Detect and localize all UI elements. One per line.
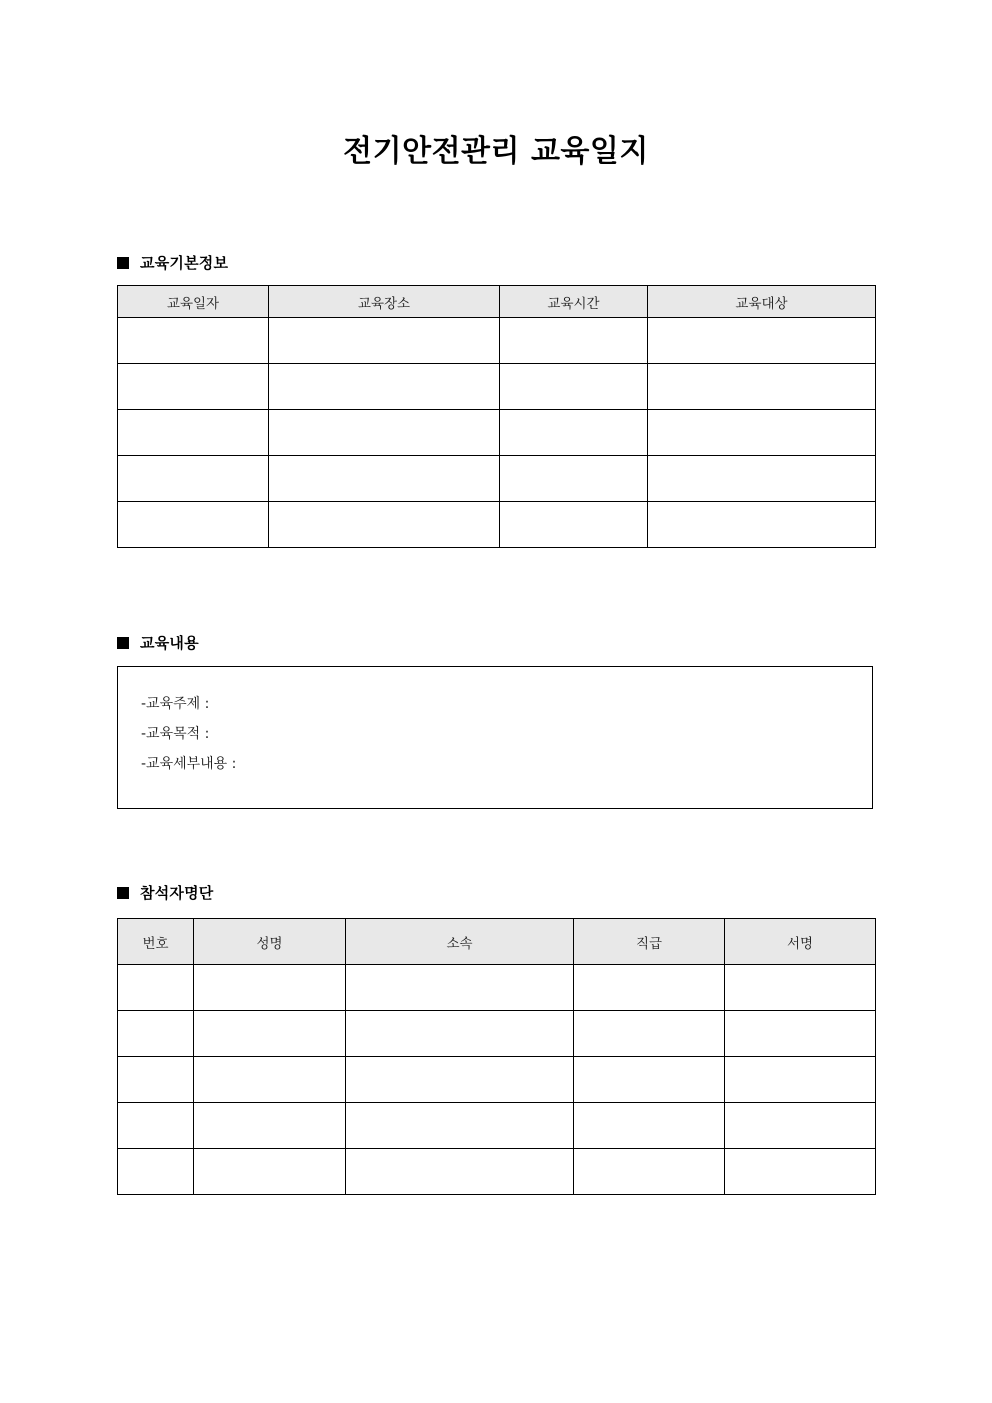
cell-education-target[interactable] bbox=[648, 456, 876, 502]
column-header-signature: 서명 bbox=[725, 919, 876, 965]
cell-signature[interactable] bbox=[725, 965, 876, 1011]
page-title: 전기안전관리 교육일지 bbox=[343, 134, 649, 169]
cell-department[interactable] bbox=[346, 965, 574, 1011]
section-heading-education-content-label: 교육내용 bbox=[140, 634, 199, 652]
cell-signature[interactable] bbox=[725, 1011, 876, 1057]
cell-number[interactable] bbox=[118, 1149, 194, 1195]
attendees-table bbox=[117, 918, 876, 1195]
cell-name[interactable] bbox=[194, 1103, 346, 1149]
cell-number[interactable] bbox=[118, 1103, 194, 1149]
table-row bbox=[118, 410, 876, 456]
cell-number[interactable] bbox=[118, 1011, 194, 1057]
cell-position[interactable] bbox=[574, 1011, 725, 1057]
cell-education-place[interactable] bbox=[269, 410, 500, 456]
cell-position[interactable] bbox=[574, 1103, 725, 1149]
cell-education-time[interactable] bbox=[500, 318, 648, 364]
education-details-line: -교육세부내용 : bbox=[141, 756, 237, 772]
cell-education-date[interactable] bbox=[118, 364, 269, 410]
cell-position[interactable] bbox=[574, 965, 725, 1011]
column-header-position: 직급 bbox=[574, 919, 725, 965]
column-header-department: 소속 bbox=[346, 919, 574, 965]
square-bullet-icon bbox=[117, 637, 129, 649]
cell-education-place[interactable] bbox=[269, 456, 500, 502]
cell-position[interactable] bbox=[574, 1149, 725, 1195]
cell-department[interactable] bbox=[346, 1149, 574, 1195]
cell-education-place[interactable] bbox=[269, 502, 500, 548]
table-row bbox=[118, 364, 876, 410]
basic-info-table bbox=[117, 285, 876, 548]
cell-education-place[interactable] bbox=[269, 364, 500, 410]
column-header-education-target: 교육대상 bbox=[648, 286, 876, 318]
education-subject-line: -교육주제 : bbox=[141, 696, 210, 712]
cell-education-date[interactable] bbox=[118, 318, 269, 364]
education-content-box[interactable] bbox=[117, 666, 873, 809]
cell-department[interactable] bbox=[346, 1103, 574, 1149]
cell-name[interactable] bbox=[194, 1149, 346, 1195]
square-bullet-icon bbox=[117, 887, 129, 899]
column-header-number: 번호 bbox=[118, 919, 194, 965]
table-row bbox=[118, 1149, 876, 1195]
section-heading-basic-info-label: 교육기본정보 bbox=[140, 254, 229, 272]
cell-education-target[interactable] bbox=[648, 410, 876, 456]
cell-education-date[interactable] bbox=[118, 502, 269, 548]
cell-name[interactable] bbox=[194, 965, 346, 1011]
cell-number[interactable] bbox=[118, 965, 194, 1011]
table-row bbox=[118, 1057, 876, 1103]
cell-signature[interactable] bbox=[725, 1103, 876, 1149]
column-header-education-date: 교육일자 bbox=[118, 286, 269, 318]
table-row bbox=[118, 502, 876, 548]
cell-education-time[interactable] bbox=[500, 410, 648, 456]
column-header-education-place: 교육장소 bbox=[269, 286, 500, 318]
cell-department[interactable] bbox=[346, 1011, 574, 1057]
section-heading-education-content bbox=[117, 633, 199, 653]
table-row bbox=[118, 318, 876, 364]
cell-name[interactable] bbox=[194, 1011, 346, 1057]
cell-education-target[interactable] bbox=[648, 364, 876, 410]
cell-signature[interactable] bbox=[725, 1057, 876, 1103]
cell-education-date[interactable] bbox=[118, 456, 269, 502]
section-heading-basic-info bbox=[117, 253, 228, 273]
column-header-name: 성명 bbox=[194, 919, 346, 965]
cell-education-target[interactable] bbox=[648, 318, 876, 364]
cell-department[interactable] bbox=[346, 1057, 574, 1103]
column-header-education-time: 교육시간 bbox=[500, 286, 648, 318]
section-heading-attendees-label: 참석자명단 bbox=[140, 884, 214, 902]
section-heading-attendees bbox=[117, 883, 213, 903]
cell-number[interactable] bbox=[118, 1057, 194, 1103]
cell-education-time[interactable] bbox=[500, 456, 648, 502]
cell-education-target[interactable] bbox=[648, 502, 876, 548]
cell-education-place[interactable] bbox=[269, 318, 500, 364]
cell-signature[interactable] bbox=[725, 1149, 876, 1195]
table-row bbox=[118, 1103, 876, 1149]
cell-education-time[interactable] bbox=[500, 502, 648, 548]
square-bullet-icon bbox=[117, 257, 129, 269]
cell-position[interactable] bbox=[574, 1057, 725, 1103]
cell-name[interactable] bbox=[194, 1057, 346, 1103]
table-row bbox=[118, 965, 876, 1011]
cell-education-time[interactable] bbox=[500, 364, 648, 410]
table-row bbox=[118, 1011, 876, 1057]
education-content-lines bbox=[141, 689, 841, 779]
education-purpose-line: -교육목적 : bbox=[141, 726, 210, 742]
cell-education-date[interactable] bbox=[118, 410, 269, 456]
table-header-row bbox=[118, 919, 876, 965]
table-header-row bbox=[118, 286, 876, 318]
table-row bbox=[118, 456, 876, 502]
